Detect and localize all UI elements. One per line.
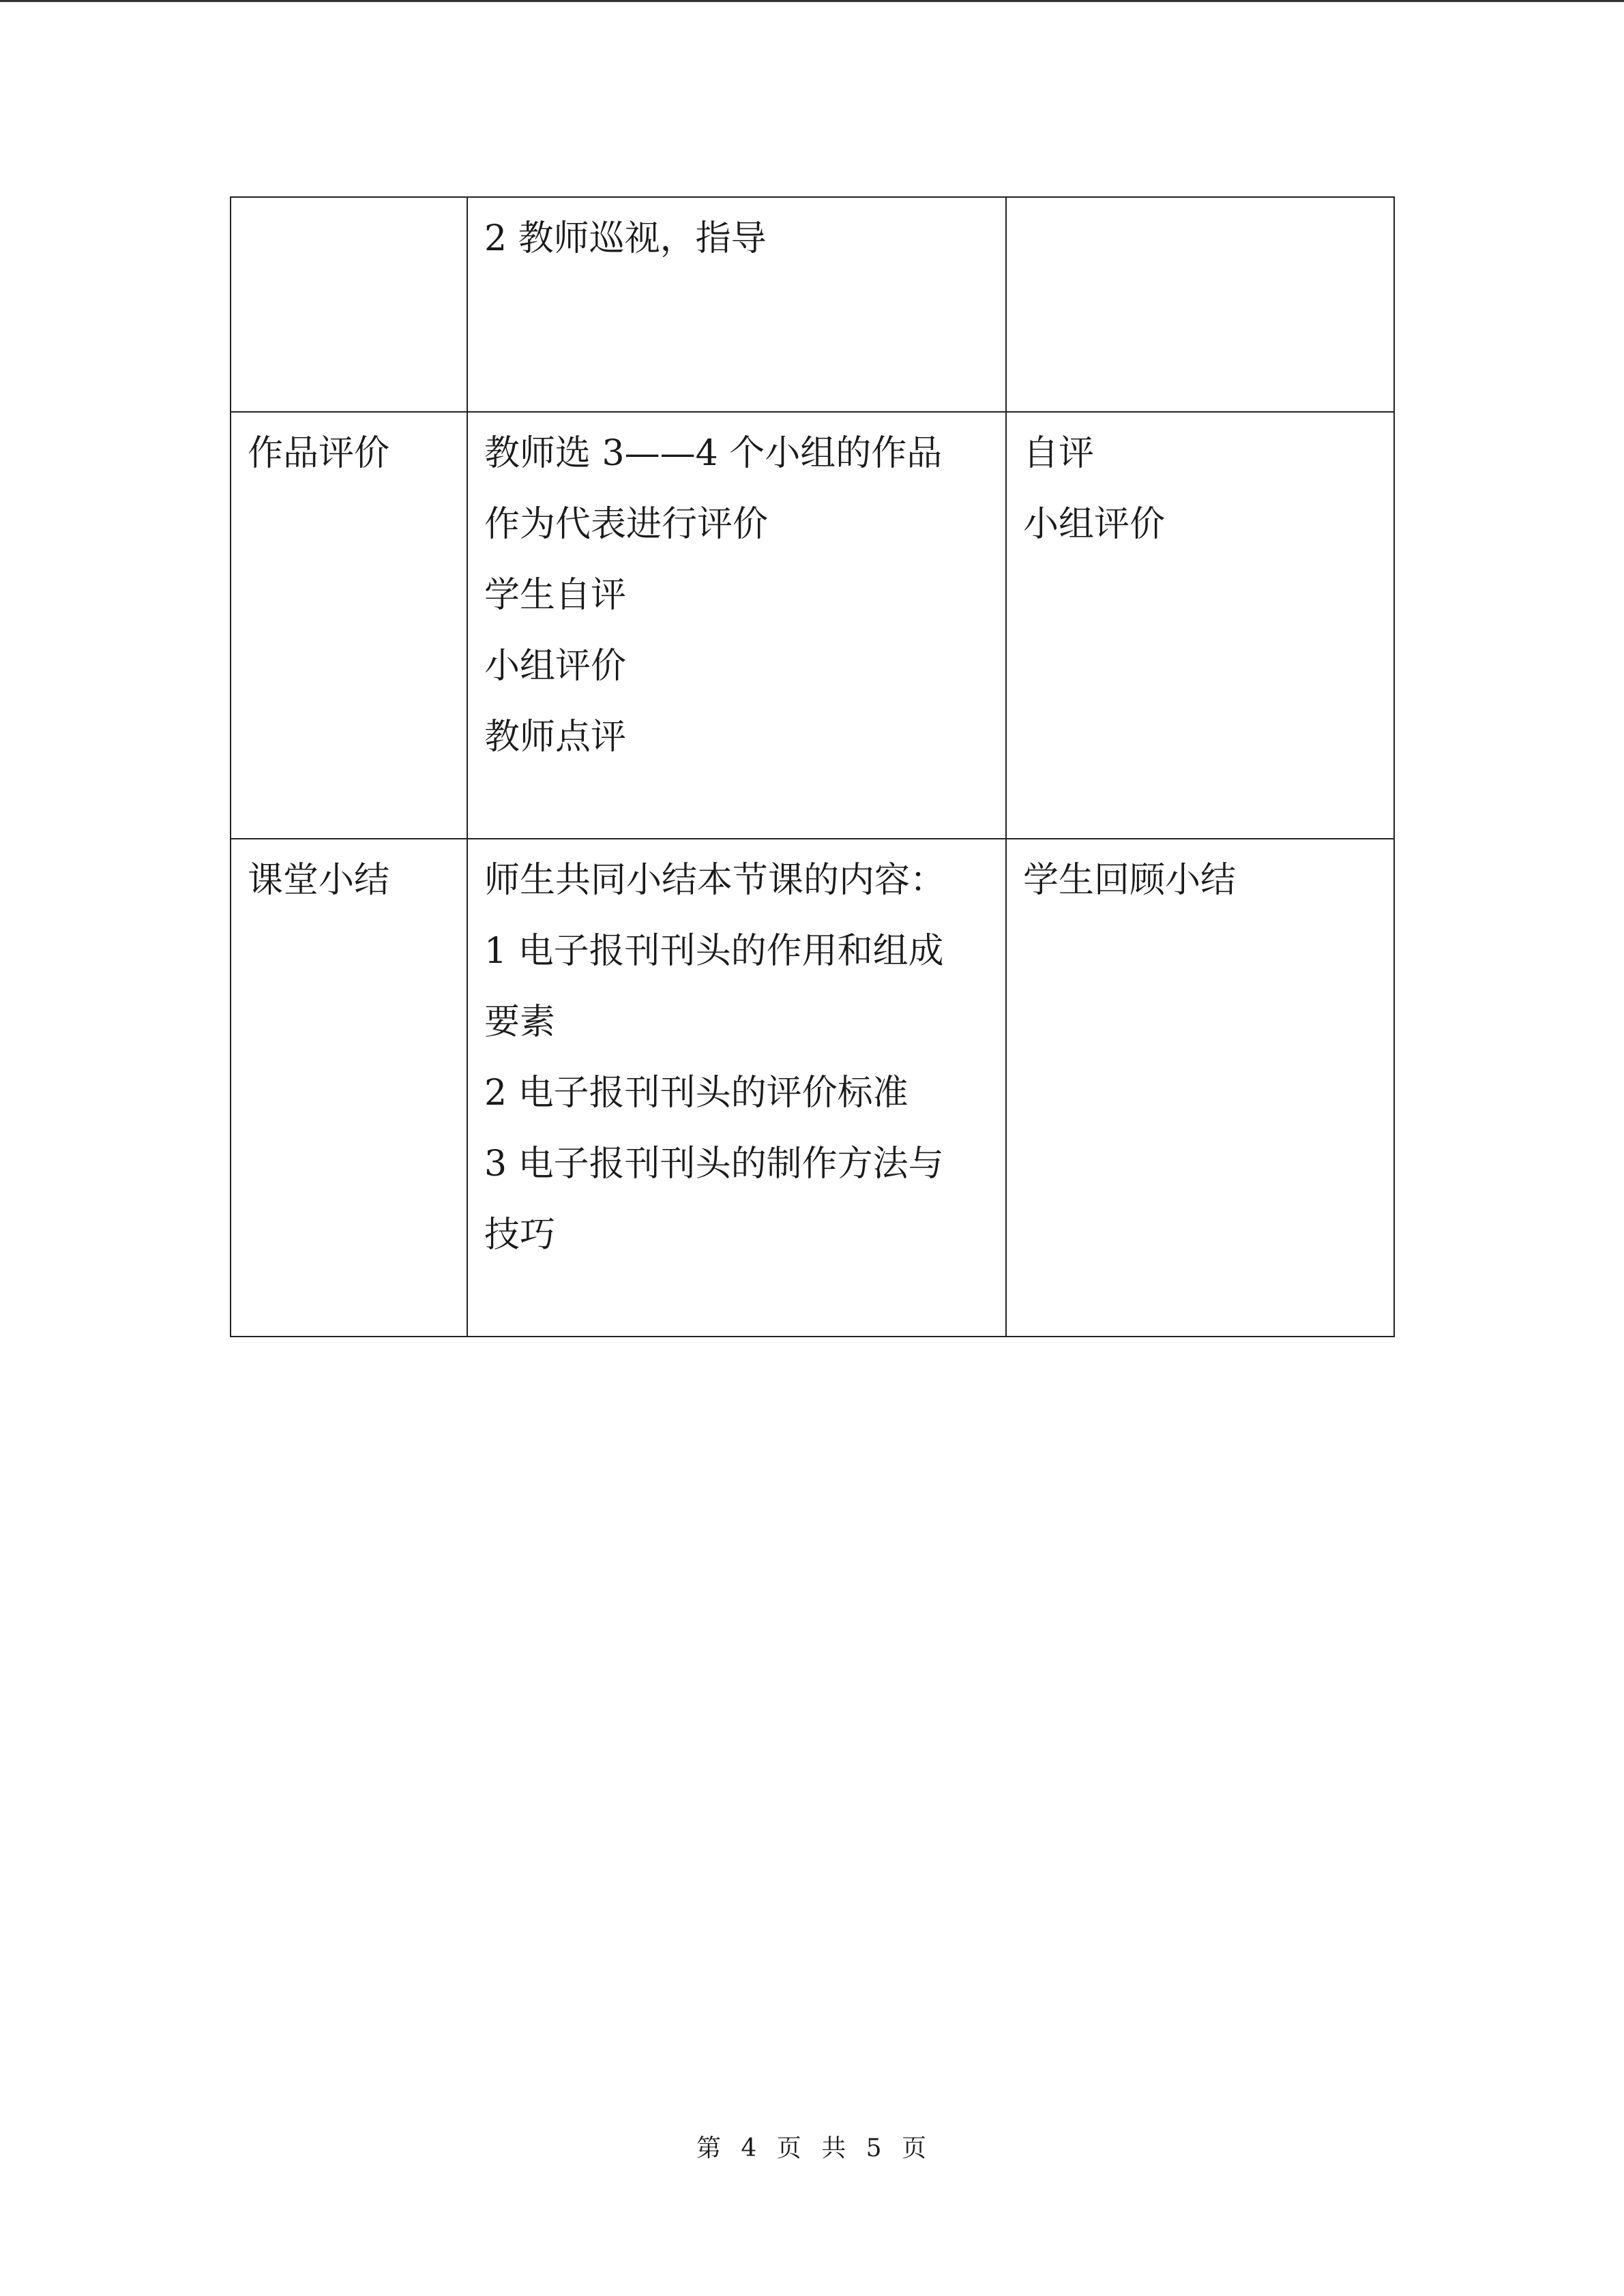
page-number-footer: 第 4 页 共 5 页: [696, 2134, 928, 2162]
cell-text-line: 作为代表进行评价: [484, 504, 769, 545]
lesson-plan-table: [230, 196, 1395, 1337]
cell-text-line: 师生共同小结本节课的内容：: [484, 860, 946, 901]
cell-text-line: 2 电子报刊刊头的评价标准: [484, 1073, 909, 1114]
cell-text-line: 教师选 3——4 个小组的作品: [484, 433, 943, 474]
student-activity-cell: [1006, 412, 1394, 839]
cell-text-line: 3 电子报刊刊头的制作方法与: [484, 1144, 944, 1184]
teacher-activity-cell: [467, 412, 1006, 839]
table-row: [231, 412, 1394, 839]
cell-text-line: 小组评价: [484, 646, 627, 687]
stage-cell: [231, 197, 467, 412]
cell-text-line: 要素: [484, 1002, 556, 1043]
stage-cell: [231, 412, 467, 839]
student-activity-cell: [1006, 197, 1394, 412]
cell-text-line: 自评: [1023, 433, 1095, 474]
stage-label: 课堂小结: [248, 860, 390, 901]
cell-text-line: 学生回顾小结: [1023, 860, 1237, 901]
cell-text-line: 学生自评: [484, 575, 627, 616]
table-row: [231, 197, 1394, 412]
stage-cell: [231, 839, 467, 1337]
table-row: [231, 839, 1394, 1337]
student-activity-cell: [1006, 839, 1394, 1337]
cell-text-line: 技巧: [484, 1214, 556, 1255]
stage-label: 作品评价: [248, 433, 390, 474]
teacher-activity-cell: [467, 197, 1006, 412]
cell-text-line: 小组评价: [1023, 504, 1166, 545]
teacher-activity-cell: [467, 839, 1006, 1337]
cell-text-line: 2 教师巡视，指导: [484, 218, 767, 259]
page-top-border: [0, 0, 1624, 2]
cell-text-line: 1 电子报刊刊头的作用和组成: [484, 931, 944, 972]
cell-text-line: 教师点评: [484, 717, 627, 758]
